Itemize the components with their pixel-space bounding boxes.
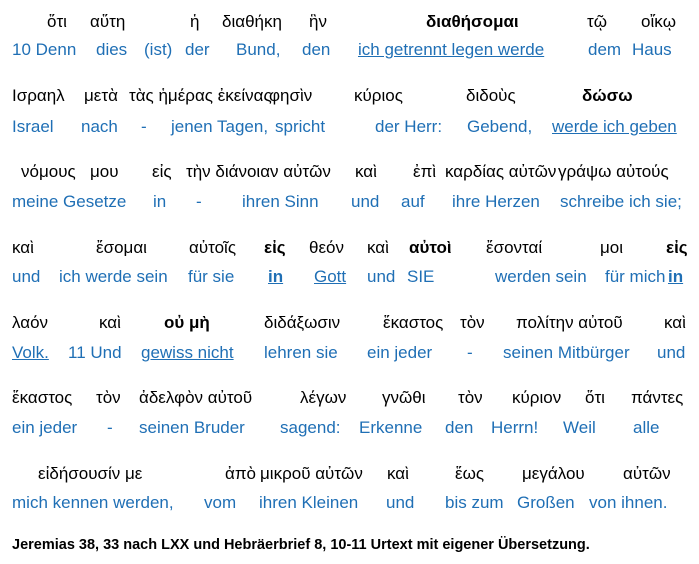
german-word: bis zum (445, 493, 504, 512)
greek-word: εἰς (264, 238, 286, 257)
german-word: schreibe ich sie; (560, 192, 682, 211)
german-word: vom (204, 493, 237, 512)
german-word: der (185, 40, 210, 59)
german-word: - (107, 418, 113, 437)
greek-word: πολίτην αὐτοῦ (516, 313, 623, 332)
greek-word: δώσω (582, 86, 633, 105)
greek-word: θεόν (309, 238, 344, 257)
german-word: Gott (314, 267, 347, 286)
german-word: spricht (275, 117, 326, 136)
german-word: - (196, 192, 202, 211)
greek-word: ἕως (455, 464, 485, 483)
german-word: werden sein (495, 267, 587, 286)
german-word: jenen Tagen, (171, 117, 269, 136)
greek-word: αὐτῶν (623, 464, 671, 483)
greek-word: μετὰ (84, 86, 118, 105)
german-word: ich werde sein (59, 267, 168, 286)
greek-word: ὅτι (47, 12, 67, 31)
german-word: Großen (517, 493, 575, 512)
greek-word: ἡ (190, 12, 200, 31)
greek-word: τὸν (460, 313, 485, 332)
greek-word: τὰς ἡμέρας ἐκείνας (129, 86, 272, 105)
german-word: von ihnen. (589, 493, 668, 512)
greek-word: διδάξωσιν (264, 313, 341, 332)
german-word: und (367, 267, 396, 286)
german-word: mich kennen werden, (12, 493, 174, 512)
german-word: und (351, 192, 380, 211)
greek-word: μου (90, 162, 119, 181)
german-word: und (12, 267, 41, 286)
german-word: und (657, 343, 686, 362)
greek-word: ἔσομαι (96, 238, 147, 257)
greek-word: αὐτοῖς (189, 238, 237, 257)
german-word: meine Gesetze (12, 192, 127, 211)
german-word: und (386, 493, 415, 512)
german-word: Bund, (236, 40, 281, 59)
greek-word: καὶ (387, 464, 409, 483)
german-word: Gebend, (467, 117, 533, 136)
greek-word: ἔσονταί (486, 238, 543, 257)
german-word: Haus (632, 40, 672, 59)
german-word: dem (588, 40, 622, 59)
german-word: seinen Mitbürger (503, 343, 630, 362)
greek-word: διαθήκη (222, 12, 282, 31)
greek-word: τὸν (458, 388, 483, 407)
greek-word: αὕτη (90, 12, 126, 31)
german-word: sagend: (280, 418, 341, 437)
german-word: 11 Und (68, 343, 122, 362)
german-word: ihre Herzen (452, 192, 540, 211)
german-word: den (302, 40, 331, 59)
german-word: (ist) (144, 40, 173, 59)
greek-word: καὶ (355, 162, 377, 181)
german-word: in (153, 192, 167, 211)
greek-word: τὴν διάνοιαν αὐτῶν (186, 162, 331, 181)
german-word: seinen Bruder (139, 418, 245, 437)
german-word: - (141, 117, 147, 136)
greek-word: κύριος (354, 86, 403, 105)
greek-word: λέγων (300, 388, 347, 407)
greek-word: μεγάλου (522, 464, 585, 483)
german-word: in (668, 267, 684, 286)
german-word: ihren Kleinen (259, 493, 359, 512)
greek-word: ἀδελφὸν αὐτοῦ (139, 388, 253, 407)
greek-word: κύριον (512, 388, 562, 407)
german-word: ein jeder (367, 343, 433, 362)
greek-word: φησὶν (269, 86, 313, 105)
german-word: werde ich geben (552, 117, 677, 136)
source-note: Jeremias 38, 33 nach LXX und Hebräerbrief 8, 10-11 Urtext mit eigener Übersetzung. (12, 537, 590, 553)
greek-word: νόμους (21, 162, 76, 181)
greek-word: τὸν (96, 388, 121, 407)
greek-word: καὶ (367, 238, 389, 257)
greek-word: μικροῦ αὐτῶν (260, 464, 363, 483)
german-word: der Herr: (375, 117, 443, 136)
greek-word: οἴκῳ (641, 12, 677, 31)
german-word: für sie (188, 267, 235, 286)
greek-word: ἣν (309, 12, 327, 31)
greek-word: γνῶθι (382, 388, 426, 407)
german-word: für mich (605, 267, 666, 286)
german-word: nach (81, 117, 118, 136)
greek-word: καρδίας αὐτῶν (445, 162, 557, 181)
greek-word: ὅτι (585, 388, 605, 407)
greek-word: λαόν (12, 313, 49, 332)
german-word: gewiss nicht (141, 343, 234, 362)
greek-word: πάντες (631, 388, 684, 407)
german-word: ihren Sinn (242, 192, 319, 211)
greek-word: εἰς (666, 238, 688, 257)
greek-word: διαθήσομαι (426, 12, 519, 31)
german-word: SIE (407, 267, 435, 286)
greek-word: ἀπὸ (225, 464, 257, 483)
greek-word: εἰς (152, 162, 172, 181)
german-word: - (467, 343, 473, 362)
german-word: Volk. (12, 343, 49, 362)
greek-word: οὐ μὴ (164, 313, 210, 332)
greek-word: εἰδήσουσίν με (38, 464, 143, 483)
german-word: ein jeder (12, 418, 78, 437)
german-word: 10 Denn (12, 40, 77, 59)
greek-word: καὶ (664, 313, 686, 332)
german-word: lehren sie (264, 343, 338, 362)
greek-word: ἐπὶ (413, 162, 437, 181)
greek-word: αὐτοὶ (409, 238, 452, 257)
greek-word: ἕκαστος (12, 388, 73, 407)
german-word: alle (633, 418, 660, 437)
german-word: auf (401, 192, 425, 211)
greek-word: διδοὺς (466, 86, 516, 105)
greek-word: γράψω αὐτούς (558, 162, 669, 181)
german-word: Weil (563, 418, 596, 437)
greek-word: καὶ (12, 238, 34, 257)
german-word: dies (96, 40, 128, 59)
german-word: in (268, 267, 284, 286)
german-word: Erkenne (359, 418, 423, 437)
greek-word: καὶ (99, 313, 121, 332)
german-word: den (445, 418, 474, 437)
greek-word: ἕκαστος (383, 313, 444, 332)
german-word: ich getrennt legen werde (358, 40, 545, 59)
greek-word: Ισραηλ (12, 86, 65, 105)
german-word: Israel (12, 117, 54, 136)
german-word: Herrn! (491, 418, 539, 437)
greek-word: μοι (600, 238, 624, 257)
greek-word: τῷ (587, 12, 607, 31)
